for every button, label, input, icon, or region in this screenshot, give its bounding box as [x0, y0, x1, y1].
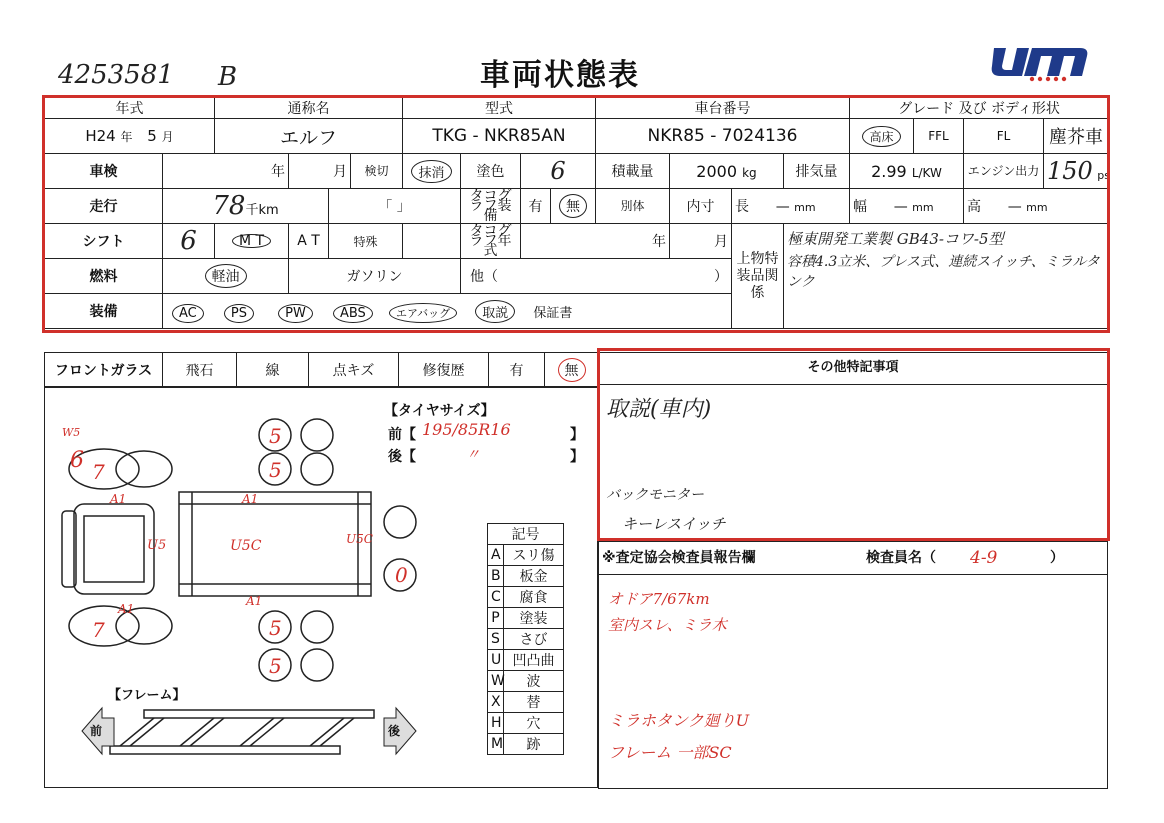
label-load: 積載量	[596, 154, 670, 189]
frame-front-label: 前	[90, 724, 103, 738]
label-tacho-year: タコグラフ年式	[461, 224, 521, 259]
mark-ws: W5	[62, 426, 81, 439]
vehicle-name: エルフ	[215, 119, 403, 154]
month-unit: 月	[161, 130, 174, 144]
grade-ffl: FFL	[914, 119, 964, 154]
engine-unit: ps	[1097, 169, 1110, 182]
load-value: 2000	[696, 161, 738, 181]
tire-size-title: 【タイヤサイズ】	[384, 403, 495, 419]
legend-value: さび	[504, 629, 564, 650]
mark-us-cab: U5	[147, 538, 167, 553]
legend-value: 腐食	[504, 587, 564, 608]
shift-mt: M T	[232, 234, 271, 248]
legend-value: 穴	[504, 713, 564, 734]
label-equipment: 装備	[45, 294, 163, 329]
label-color: 塗色	[461, 154, 521, 189]
cargo-body	[179, 492, 371, 596]
left-tire-mark-3: 7	[92, 618, 105, 642]
len-dash: —	[775, 199, 790, 215]
grade-high-floor: 高床	[862, 126, 900, 147]
mileage-bracket: 「 」	[329, 189, 461, 224]
mark-a1-top: A1	[242, 492, 259, 506]
legend-title: 記号	[488, 524, 564, 545]
mark-a1-cab: A1	[110, 492, 127, 506]
upper-line-2: 容積4.3立米、プレス式、連続スイッチ、ミラルタンク	[787, 254, 1100, 290]
label-shift: シフト	[45, 224, 163, 259]
ws-no: 無	[558, 358, 586, 382]
width-dash: —	[893, 199, 908, 215]
report-line-1: オドア7/67km	[608, 590, 710, 608]
company-logo	[990, 42, 1090, 82]
fuel-gasoline: ガソリン	[289, 259, 461, 294]
tacho-no: 無	[559, 194, 587, 218]
tacho-month-unit: 月	[670, 224, 732, 259]
lot-number: 4253581	[58, 60, 174, 90]
row-mileage	[45, 189, 1109, 224]
len-label: 長	[735, 199, 749, 215]
fuel-light-oil: 軽油	[205, 264, 247, 288]
note-line-3: キーレスイッチ	[622, 515, 726, 533]
ws-stone: 飛石	[163, 353, 237, 388]
tire-front-value: 195/85R16	[422, 420, 511, 439]
tacho-separate: 別体	[596, 189, 670, 224]
legend-value: 跡	[504, 734, 564, 755]
mark-a1-bottom: A1	[246, 594, 263, 608]
grade-mark: B	[218, 62, 238, 92]
tire-rear-value: 〃	[466, 447, 480, 463]
width-unit: mm	[912, 201, 934, 214]
legend-value: 板金	[504, 566, 564, 587]
ws-spot: 点キズ	[309, 353, 399, 388]
other-notes-title: その他特記事項	[807, 360, 899, 375]
equip-warranty: 保証書	[533, 305, 573, 321]
legend-value: スリ傷	[504, 545, 564, 566]
shift-at: A T	[289, 224, 329, 259]
inspector-label: 検査員名（	[866, 550, 936, 566]
disp-unit: L/KW	[911, 165, 942, 180]
ws-yes: 有	[489, 353, 545, 388]
equip-ps: PS	[224, 304, 254, 323]
legend-value: 替	[504, 692, 564, 713]
vehicle-info-table	[44, 97, 1109, 329]
mark-usc-body: U5C	[230, 538, 262, 554]
label-displacement: 排気量	[784, 154, 850, 189]
upper-equipment-notes	[784, 224, 1109, 329]
frame-diagram	[110, 710, 374, 754]
label-inspection: 車検	[45, 154, 163, 189]
tire-rear-label: 後【	[388, 449, 416, 465]
legend-key: B	[488, 566, 504, 587]
tire-mark-3: 5	[269, 616, 282, 640]
report-header	[598, 541, 1108, 575]
equip-ac: AC	[172, 304, 204, 323]
row-inspection	[45, 154, 1109, 189]
year-unit: 年	[120, 130, 133, 144]
legend-key: P	[488, 608, 504, 629]
label-windshield: フロントガラス	[45, 353, 163, 388]
mark-a1-side: A1	[118, 602, 135, 616]
tacho-yes: 有	[521, 189, 551, 224]
hdr-chassis: 車台番号	[596, 98, 850, 119]
legend-key: S	[488, 629, 504, 650]
len-unit: mm	[794, 201, 816, 214]
inspector-value: 4-9	[970, 548, 998, 568]
tire-front-close: 】	[570, 427, 584, 443]
month-value: 5	[147, 127, 157, 145]
legend-key: W	[488, 671, 504, 692]
tire-mark-4: 5	[269, 654, 282, 678]
body-type: 塵芥車	[1044, 119, 1109, 154]
ws-line: 線	[237, 353, 309, 388]
legend-value: 波	[504, 671, 564, 692]
header-row	[45, 98, 1109, 119]
chassis-number: NKR85 - 7024136	[596, 119, 850, 154]
frame-label: 【フレーム】	[108, 688, 186, 703]
load-unit: kg	[742, 165, 757, 180]
label-upper-equipment: 上物特装品関係	[732, 224, 784, 329]
insp-expire: 検切	[351, 154, 403, 189]
hdr-year: 年式	[45, 98, 215, 119]
height-label: 高	[967, 199, 981, 215]
mileage-unit: 千km	[245, 203, 279, 218]
fuel-other-close: ）	[714, 269, 728, 285]
row-shift	[45, 224, 1109, 259]
equip-manual: 取説	[475, 300, 515, 323]
grade-fl: FL	[964, 119, 1044, 154]
year-value: H24	[85, 127, 116, 145]
tire-mark-2: 5	[269, 458, 282, 482]
note-line-1: 取説(車内)	[606, 397, 712, 422]
upper-line-1: 極東開発工業製 GB43-コワ-5型	[787, 230, 1004, 248]
shift-special: 特殊	[329, 224, 403, 259]
label-inner-size: 内寸	[670, 189, 732, 224]
windshield-table	[44, 352, 599, 388]
inspector-close: ）	[1050, 550, 1064, 566]
width-label: 幅	[853, 199, 867, 215]
mark-usc-rear: U5C	[346, 532, 373, 546]
fuel-other: 他（	[470, 269, 498, 285]
legend-key: C	[488, 587, 504, 608]
insp-cancel-mark: 抹消	[411, 160, 451, 183]
insp-year-unit: 年	[163, 154, 289, 189]
engine-value: 150	[1047, 157, 1093, 185]
report-title: ※査定協会検査員報告欄	[602, 550, 756, 566]
tacho-year-unit: 年	[521, 224, 670, 259]
hdr-grade: グレード 及び ボディ形状	[850, 98, 1109, 119]
color-value: 6	[521, 154, 596, 189]
legend-value: 塗装	[504, 608, 564, 629]
other-notes-header	[598, 352, 1108, 385]
tire-mark-5: 0	[395, 563, 408, 587]
legend-key: X	[488, 692, 504, 713]
label-fuel: 燃料	[45, 259, 163, 294]
height-dash: —	[1007, 199, 1022, 215]
report-line-4: フレーム 一部SC	[608, 743, 732, 762]
tire-rear-close: 】	[570, 449, 584, 465]
left-tire-mark-2: 7	[92, 460, 105, 484]
legend-key: U	[488, 650, 504, 671]
symbol-legend	[487, 523, 564, 755]
note-line-2: バックモニター	[606, 487, 704, 503]
label-mileage: 走行	[45, 189, 163, 224]
legend-key: M	[488, 734, 504, 755]
report-line-2: 室内スレ、ミラ木	[608, 616, 727, 634]
disp-value: 2.99	[871, 161, 907, 181]
ws-repair-history: 修復歴	[399, 353, 489, 388]
hdr-model: 型式	[403, 98, 596, 119]
label-tacho: タコグラフ装備	[461, 189, 521, 224]
legend-value: 凹凸曲	[504, 650, 564, 671]
tire-mark-1: 5	[269, 424, 282, 448]
left-tire-mark-1: 6	[70, 448, 84, 473]
legend-key: H	[488, 713, 504, 734]
height-unit: mm	[1026, 201, 1048, 214]
legend-key: A	[488, 545, 504, 566]
hdr-name: 通称名	[215, 98, 403, 119]
report-line-3: ミラホタンク廻りU	[608, 711, 750, 730]
row-basic	[45, 119, 1109, 154]
insp-month-unit: 月	[289, 154, 351, 189]
tire-front-label: 前【	[388, 427, 416, 443]
vehicle-model: TKG - NKR85AN	[403, 119, 596, 154]
mileage-value: 78	[212, 191, 246, 221]
frame-rear-label: 後	[388, 724, 401, 738]
equip-airbag: エアバッグ	[389, 303, 457, 323]
equip-pw: PW	[278, 304, 313, 323]
shift-value: 6	[163, 224, 215, 259]
label-engine: エンジン出力	[964, 154, 1044, 189]
equip-abs: ABS	[333, 304, 373, 323]
page-title: 車両状態表	[480, 58, 640, 93]
